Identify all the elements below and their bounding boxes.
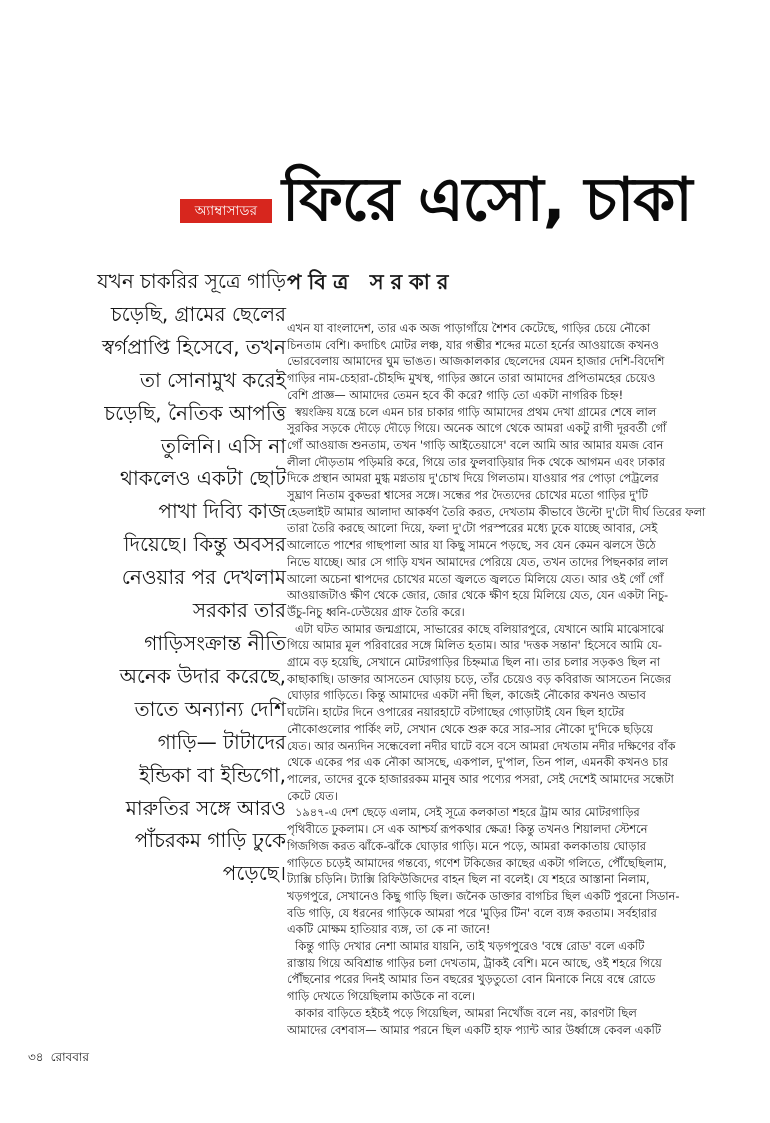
body-line: ট্যাক্সি চড়িনি। ট্যাক্সি রিফিউজিদের বাহন ছিল না বলেই। যে শহরে আস্তানা নিলাম, [287, 872, 650, 887]
pull-quote-line: চড়েছি, গ্রামের ছেলের [110, 301, 286, 326]
body-line: পৌঁছনোর পরের দিনই আমার তিন বছরের খুড়তুতো বোন মিনাকে নিয়ে বম্বে রোডে [287, 972, 656, 987]
pull-quote-line: যখন চাকরির সূত্রে গাড়ি [97, 269, 286, 293]
pull-quote-line: তুলিনি। এসি না [160, 433, 286, 458]
body-paragraph [287, 938, 747, 1005]
body-line: উঁচু-নিচু ধ্বনি-ঢেউয়ের গ্রাফ তৈরি করে। [287, 604, 465, 619]
body-line: বডি গাড়ি, যে ধরনের গাড়িকে আমরা পরে 'মুড়ির টিন' বলে ব্যঙ্গ করতাম। সর্বহারার [287, 905, 657, 920]
body-line: গোঁ আওয়াজ শুনতাম, তখন 'গাড়ি আইতেয়াসে' বলে আমি আর আমার যমজ বোন [287, 437, 664, 452]
pull-quote-line: পাঁচরকম গাড়ি ঢুকে [134, 828, 286, 853]
pull-quote-line: নেওয়ার পর দেখলাম [121, 565, 286, 590]
body-line: ঘোড়ার গাড়িতে। কিন্তু আমাদের একটা নদী ছিল, কাজেই নৌকোর কখনও অভাব [287, 688, 646, 703]
body-paragraph [287, 1005, 747, 1038]
pull-quote-line: স্বর্গপ্রাপ্তি হিসেবে, তখন [102, 334, 286, 359]
body-line: রাস্তায় গিয়ে অবিশ্রান্ত গাড়ির চলা দেখতাম, ট্রাকই বেশি। মনে আছে, ওই শহরে গিয়ে [287, 955, 662, 970]
pull-quote-line: গাড়িসংক্রান্ত নীতি [144, 630, 286, 655]
pull-quote-line: পড়েছে। [222, 861, 286, 886]
pull-quote-line: গাড়ি— টাটাদের [157, 729, 286, 754]
pull-quote [28, 265, 286, 890]
body-line: একটি মোক্ষম হাতিয়ার ব্যঙ্গ, তা কে না জানে! [287, 922, 491, 937]
body-line: সুরকির সড়কে দৌড়ে দৌড়ে গিয়ে। অনেক আগে থেকে আমরা একটু রাগী দূরবর্তী গোঁ [287, 421, 667, 436]
body-line: নৌকোগুলোর পার্কিং লট, সেখান থেকে শুরু করে সার-সার নৌকো দু'দিকে ছড়িয়ে [287, 721, 653, 736]
body-line: তারা তৈরি করছে আলো দিয়ে, ফলা দু'টো পরস্পরের মধ্যে ঢুকে যাচ্ছে আবার, সেই [287, 521, 658, 536]
body-line: গ্রামে বড় হয়েছি, সেখানে মোটরগাড়ির চিহ্নমাত্র ছিল না। তার চলার সড়কও ছিল না [287, 655, 660, 670]
body-line: ভোরবেলায় আমাদের ঘুম ভাঙত। আজকালকার ছেলেদের যেমন হাজার দেশি-বিদেশি [287, 354, 665, 369]
magazine-name: রোববার [50, 1050, 89, 1064]
pull-quote-line: দিয়েছে। কিন্তু অবসর [123, 532, 286, 557]
body-line: চিনতাম বেশি। কদাচিৎ মোটর লঞ্চ, যার গম্ভীর শব্দের মতো হর্নের আওয়াজে কখনও [287, 337, 659, 352]
body-line: হেডলাইট আমার আলাদা আকর্ষণ তৈরি করত, দেখতাম কীভাবে উল্টো দু'টো দীর্ঘ তিরের ফলা [287, 504, 706, 519]
body-line: বেশি প্রাজ্ঞ— আমাদের তেমন হবে কী করে? গাড়ি তো একটা নাগরিক চিহ্ন! [287, 387, 624, 402]
body-line: দিকে প্রস্থান আমরা মুগ্ধ মগ্নতায় দু'চোখ দিয়ে গিলতাম। যাওয়ার পর পোড়া পেট্রলের [287, 471, 659, 486]
body-line: পালের, তাদের বুকে হাজাররকম মানুষ আর পণ্যের পসরা, সেই দেশেই আমাদের সন্ধেটা [287, 771, 674, 786]
page-number: ৩৪ [28, 1050, 44, 1064]
body-line: আলো অচেনা শ্বাপদের চোখের মতো জ্বলতে জ্বলতে মিলিয়ে যেত। আর ওই গোঁ গোঁ [287, 571, 664, 586]
body-line: এখন যা বাংলাদেশ, তার এক অজ পাড়াগাঁয়ে শৈশব কেটেছে, গাড়ির চেয়ে নৌকো [287, 321, 651, 335]
body-line: নিভে যাচ্ছে। আর সে গাড়ি যখন আমাদের পেরিয়ে যেত, তখন তাদের পিছনকার লাল [287, 554, 668, 569]
body-paragraph [287, 804, 747, 938]
body-line: গাড়ির নাম-চেহারা-চৌহদ্দি মুখস্থ, গাড়ির জ্ঞানে তারা আমাদের প্রপিতামহের চেয়েও [287, 371, 656, 386]
pull-quote-line: পাখা দিব্যি কাজ [158, 499, 286, 524]
pull-quote-line: তা সোনামুখ করেই [139, 367, 286, 392]
body-line: পৃথিবীতে ঢুকলাম। সে এক আশ্চর্য রূপকথার ক্ষেত্র! কিন্তু তখনও শিয়ালদা স্টেশনে [287, 822, 648, 837]
body-line: যেত। আর অন্যদিন সন্ধেবেলা নদীর ঘাটে বসে বসে আমরা দেখতাম নদীর দক্ষিণের বাঁক [287, 738, 676, 753]
pull-quote-line: ইন্ডিকা বা ইন্ডিগো, [139, 762, 286, 787]
body-line: থেকে একের পর এক নৌকা আসছে, একপাল, দু'পাল, তিন পাল, এমনকী কখনও চার [287, 755, 669, 770]
body-line: কাকার বাড়িতে হইচই পড়ে গিয়েছিল, আমরা নিখোঁজ বলে নয়, কারণটা ছিল [295, 1005, 637, 1020]
body-line: সুঘ্রাণ নিতাম বুকভরা শ্বাসের সঙ্গে। সন্ধের পর দৈত্যদের চোখের মতো গাড়ির দু'টি [287, 488, 648, 503]
body-line: গিয়ে আমার মূল পরিবারের সঙ্গে মিলিত হতাম। আর 'দত্তক সন্তান' হিসেবে আমি যে- [287, 638, 663, 653]
pull-quote-line: চড়েছি, নৈতিক আপত্তি [104, 400, 286, 425]
page-footer [28, 1049, 89, 1065]
body-line: এটা ঘটত আমার জন্মগ্রামে, সাভারের কাছে বলিয়ারপুরে, যেখানে আমি মাঝেসাঝে [295, 621, 665, 636]
body-line: আমাদের বেশবাস— আমার পরনে ছিল একটি হাফ প্যান্ট আর উর্ধ্বাঙ্গে কেবল একটি [287, 1022, 661, 1037]
body-line: গাড়ি দেখতে গিয়েছিলাম কাউকে না বলে। [287, 989, 476, 1004]
article-body [287, 320, 747, 1038]
body-paragraph [287, 404, 747, 621]
body-line: আওয়াজটাও ক্ষীণ থেকে জোর, জোর থেকে ক্ষীণ হয়ে মিলিয়ে যেত, যেন একটা নিচু- [287, 588, 669, 603]
body-line: কাছাকাছি। ডাক্তার আসতেন ঘোড়ায় চড়ে, তাঁর চেয়েও বড় কবিরাজ আসতেন নিজের [287, 671, 672, 686]
body-line: ১৯৪৭-এ দেশ ছেড়ে এলাম, সেই সূত্রে কলকাতা শহরে ট্রাম আর মোটরগাড়ির [295, 805, 640, 820]
body-line: স্বয়ংক্রিয় যন্ত্রে চলে এমন চার চাকার গাড়ি আমাদের প্রথম দেখা গ্রামের শেষে লাল [295, 404, 657, 419]
body-line: কেটে যেত। [287, 788, 338, 803]
pull-quote-line: সরকার তার [192, 598, 286, 623]
body-line: গাড়িতে চড়েই আমাদের গন্তব্যে, গণেশ টকিজের কাছের একটা গলিতে, পৌঁছেছিলাম, [287, 855, 667, 870]
pull-quote-line: মারুতির সঙ্গে আরও [125, 795, 286, 820]
body-line: গিজগিজ করত ঝাঁকে-ঝাঁকে ঘোড়ার গাড়ি। মনে পড়ে, আমরা কলকাতায় ঘোড়ার [287, 838, 647, 853]
author-byline: পবিত্র সরকার [287, 270, 456, 294]
body-line: লীলা দৌড়তাম পড়িমরি করে, গিয়ে তার ফুলবাড়িয়ার দিক থেকে আগমন এবং ঢাকার [287, 454, 666, 469]
body-line: খড়গপুরে, সেখানেও কিছু গাড়ি ছিল। জনৈক ডাক্তার বাগচির ছিল একটি পুরনো সিডান- [287, 888, 680, 903]
body-paragraph [287, 621, 747, 805]
body-paragraph [287, 320, 747, 404]
body-line: কিন্তু গাড়ি দেখার নেশা আমার যায়নি, তাই খড়গপুরেও 'বম্বে রোড' বলে একটি [295, 939, 645, 954]
section-label: অ্যাম্বাসাডর [180, 199, 272, 223]
pull-quote-line: অনেক উদার করেছে, [119, 663, 286, 688]
pull-quote-line: থাকলেও একটা ছোট [120, 466, 286, 491]
body-line: ঘটেনি। হাটের দিনে ওপারের নয়ারহাটে বটগাছের গোড়াটাই যেন ছিল হাটের [287, 705, 625, 720]
body-line: আলোতে পাশের গাছপালা আর যা কিছু সামনে পড়ছে, সব যেন কেমন ঝলসে উঠে [287, 538, 656, 553]
pull-quote-line: তাতে অন্যান্য দেশি [134, 696, 286, 721]
article-title: ফিরে এসো, চাকা [282, 165, 692, 235]
